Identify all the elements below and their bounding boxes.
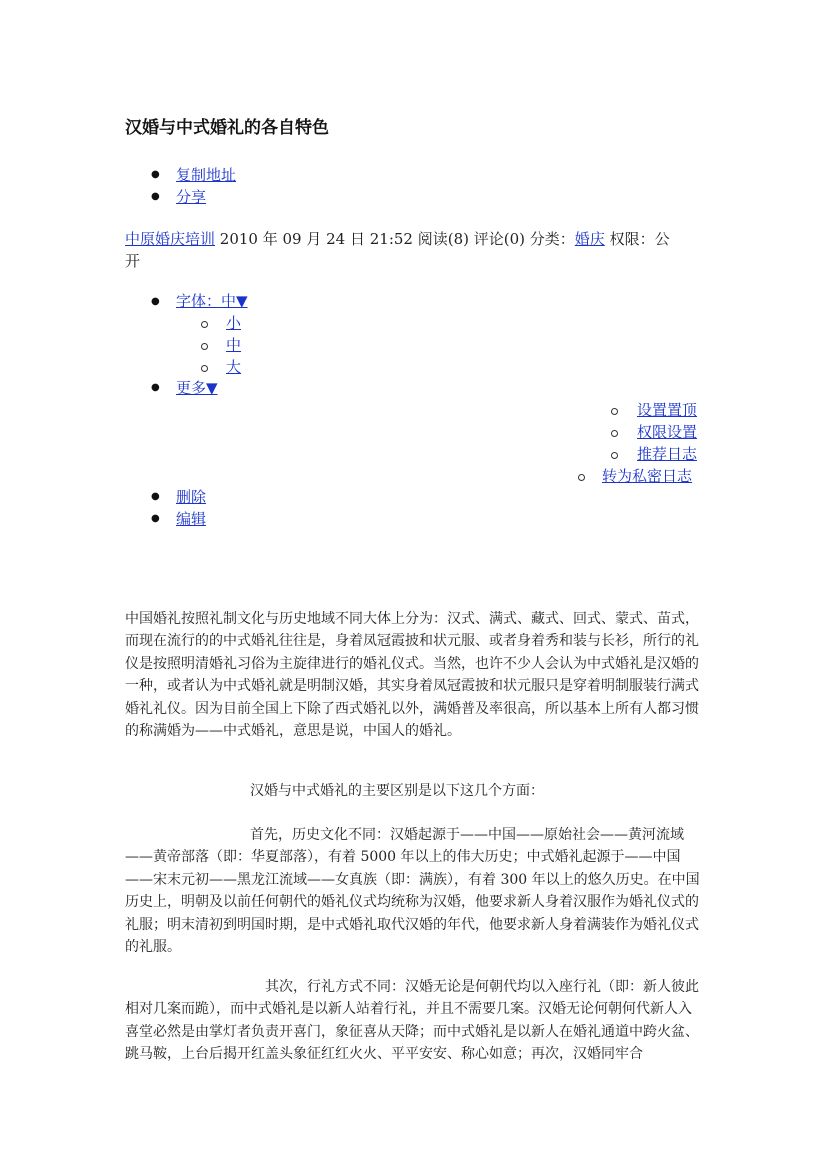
copy-link-button[interactable]: 复制地址 [176, 166, 237, 184]
circle-bullet-icon [611, 430, 618, 437]
permission-settings-option[interactable]: 权限设置 [637, 423, 698, 441]
font-medium-option[interactable]: 中 [226, 336, 242, 354]
article-paragraph-4: 其次，行礼方式不同：汉婚无论是何朝代均以入座行礼（即：新人彼此相对几案而跪），而中式婚礼是以新人站着行礼，并且不需要几案。汉婚无论何朝何代新人入喜堂必然是由掌灯者负责开喜门，象征喜从天降；而中式婚礼是以新人在婚礼通道中跨火盆、跳马鞍，上台后揭开红盖头象征红红火火、平平安安、称心如意；再次，汉婚同牢合 [125, 979, 699, 1063]
bullet-icon: ● [151, 169, 160, 180]
delete-button[interactable]: 删除 [176, 488, 207, 506]
circle-bullet-icon [201, 321, 208, 328]
font-small-option[interactable]: 小 [226, 314, 242, 332]
circle-bullet-icon [611, 408, 618, 415]
circle-bullet-icon [201, 343, 208, 350]
make-private-option[interactable]: 转为私密日志 [602, 467, 693, 485]
more-menu[interactable]: 更多▼ [176, 379, 218, 397]
font-size-menu[interactable]: 字体：中▼ [176, 292, 248, 310]
bullet-icon: ● [151, 513, 160, 524]
bullet-icon: ● [151, 296, 160, 307]
page-title: 汉婚与中式婚礼的各自特色 [125, 118, 329, 138]
category-link[interactable]: 婚庆 [574, 230, 605, 248]
bullet-icon: ● [151, 382, 160, 393]
circle-bullet-icon [611, 452, 618, 459]
permission-label-cont: 开 [125, 252, 141, 270]
author-link[interactable]: 中原婚庆培训 [125, 230, 216, 248]
share-button[interactable]: 分享 [176, 188, 207, 206]
circle-bullet-icon [578, 474, 585, 481]
circle-bullet-icon [201, 365, 208, 372]
set-top-option[interactable]: 设置置顶 [637, 401, 698, 419]
post-datetime-stats: 2010 年 09 月 24 日 21:52 阅读(8) 评论(0) 分类： [219, 230, 575, 248]
recommend-option[interactable]: 推荐日志 [637, 445, 698, 463]
post-meta [125, 228, 670, 272]
font-large-option[interactable]: 大 [226, 358, 242, 376]
article-paragraph-1: 中国婚礼按照礼制文化与历史地域不同大体上分为：汉式、满式、藏式、回式、蒙式、苗式，而现在流行的的中式婚礼往往是，身着凤冠霞披和状元服、或者身着秀和装与长衫，所行的礼仪是按照明清婚礼习俗为主旋律进行的婚礼仪式。当然，也许不少人会认为中式婚礼是汉婚的一种，或者认为中式婚礼就是明制汉婚，其实身着凤冠霞披和状元服只是穿着明制服装行满式婚礼礼仪。因为目前全国上下除了西式婚礼以外，满婚普及率很高，所以基本上所有人都习惯的称满婚为——中式婚礼，意思是说，中国人的婚礼。 [125, 611, 699, 740]
bullet-icon: ● [151, 491, 160, 502]
edit-button[interactable]: 编辑 [176, 510, 207, 528]
article-paragraph-3: 首先，历史文化不同：汉婚起源于——中国——原始社会——黄河流域——黄帝部落（即：华夏部落），有着 5000 年以上的伟大历史；中式婚礼起源于——中国——宋末元初——黑龙江流域——女真族（即：满族），有着 300 年以上的悠久历史。在中国历史上，明朝及以前任何朝代的婚礼仪式均统称为汉婚，他要求新人身着汉服作为婚礼仪式的礼服；明末清初到明国时期，是中式婚礼取代汉婚的年代，他要求新人身着满装作为婚礼仪式的礼服。 [125, 827, 700, 956]
article-paragraph-2: 汉婚与中式婚礼的主要区别是以下这几个方面： [250, 783, 544, 799]
bullet-icon: ● [151, 191, 160, 202]
permission-label: 权限：公 [609, 230, 670, 248]
